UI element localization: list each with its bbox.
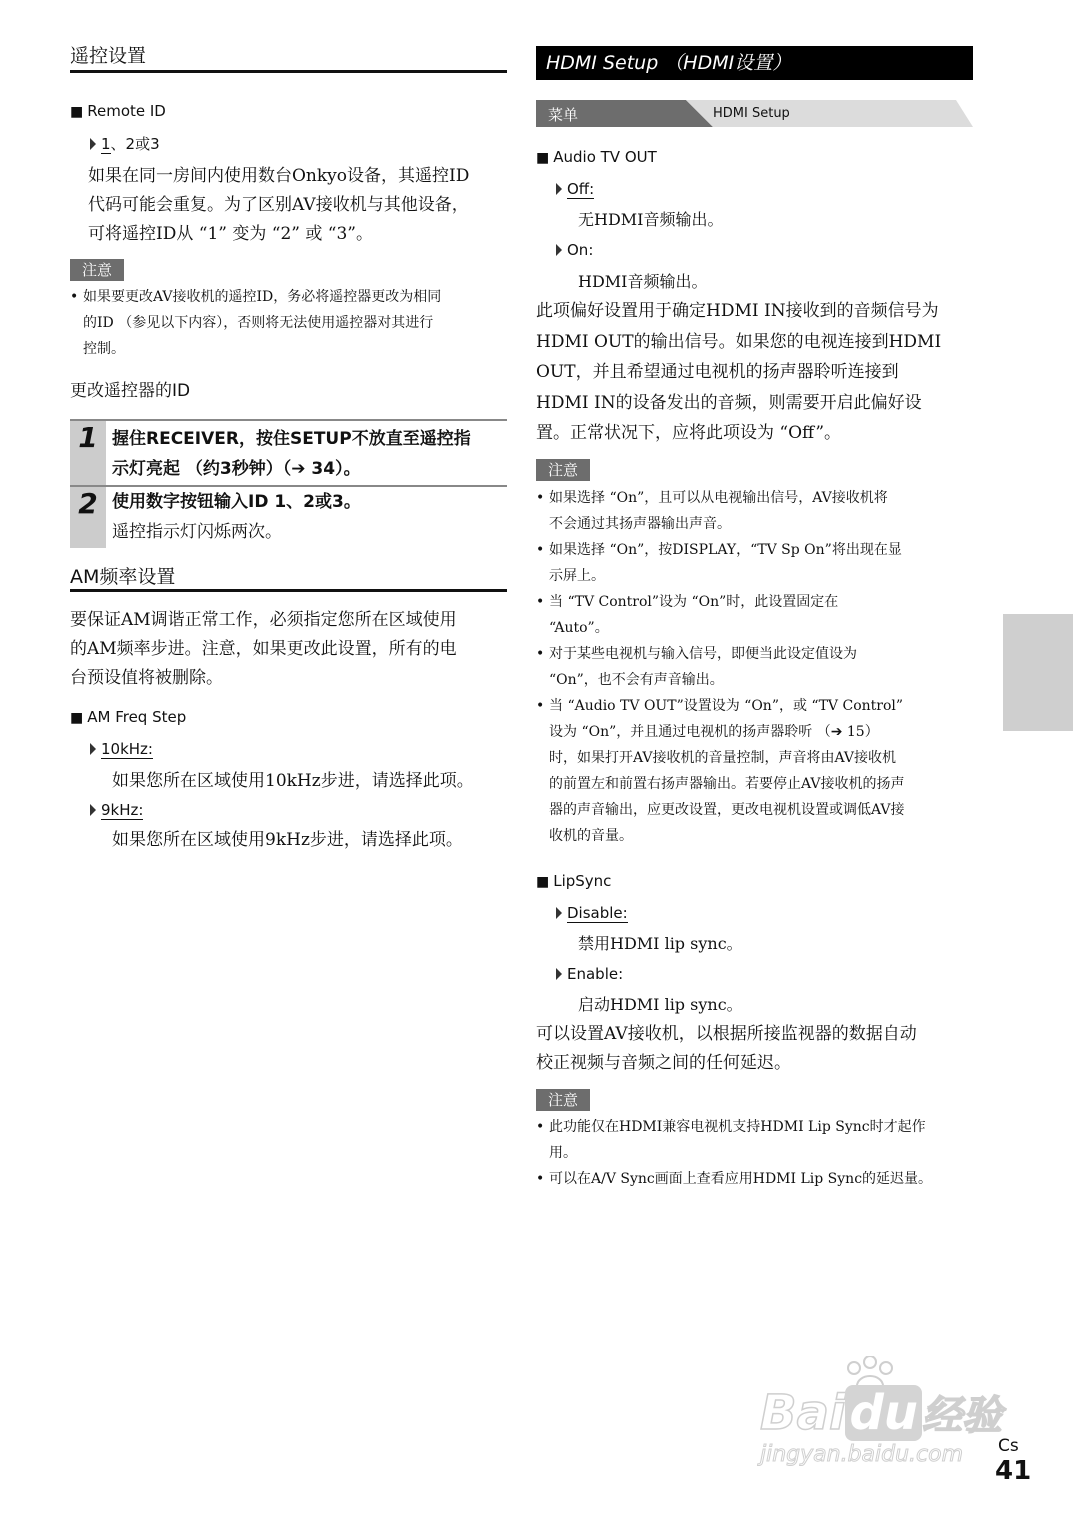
step-1 (70, 419, 507, 487)
triangle-bullet-icon (556, 244, 562, 256)
option-enable: Enable: (556, 965, 623, 983)
hdmi-setup-header-bar (536, 46, 973, 80)
option-on-desc: HDMI音频输出。 (578, 272, 708, 291)
option-9khz: 9kHz: (90, 801, 143, 819)
triangle-bullet-icon (556, 907, 562, 919)
subtitle-change-remote-id: 更改遥控器的ID (70, 381, 191, 401)
step-text: 使用数字按钮输入ID 1、2或3。 遥控指示灯闪烁两次。 (112, 492, 361, 542)
section-rule (70, 589, 507, 592)
step-number: 2 (70, 487, 106, 548)
option-10khz-desc: 如果您所在区域使用10kHz步进，请选择此项。 (112, 771, 474, 791)
option-disable: Disable: (556, 904, 628, 922)
option-10khz: 10kHz: (90, 740, 153, 758)
note-remote: • 如果要更改AV接收机的遥控ID，务必将遥控器更改为相同 的ID （参见以下内容），否则将无法使用遥控器对其进行 控制。 (70, 284, 515, 362)
option-off: Off: (556, 180, 594, 198)
section-title-remote: 遥控设置 (70, 45, 147, 67)
step-number: 1 (70, 421, 106, 487)
note-audio-tv-out: • 如果选择 “On”，且可以从电视输出信号，AV接收机将 不会通过其扬声器输出声音。 • 如果选择 “On”，按DISPLAY，“TV Sp On”将出现在显 示屏上。 • 当 “TV Control”设为 “On”时，此设置固定在 “Auto”。 • 对于某些电视机与输入信号，即便当此设定值设为 “On”，也不会有声音输出。 • 当 “Audio TV OUT”设置设为 “On”，或 “TV Control” 设为 “On”，并且通过电视机的扬声器聆听 （➔ 15） 时，如果打开AV接收机的音量控制，声音将由AV接收机 的前置左和前置右扬声器输出。若要停止AV接收机的扬声 器的声音输出，应更改设置，更改电视机设置或调低AV接 收机的音量。 (536, 485, 976, 849)
option-remote-id-values: 1、2或3 (90, 133, 160, 154)
setting-am-freq-step: ■ AM Freq Step (70, 708, 186, 726)
step-2 (70, 485, 507, 548)
option-enable-desc: 启动HDMI lip sync。 (578, 995, 743, 1014)
page-number: 41 (995, 1456, 1032, 1486)
step-text: 握住RECEIVER，按住SETUP不放直至遥控指 示灯亮起 （约3秒钟）（➔ 34）。 (112, 429, 471, 479)
audio-tv-out-description: 此项偏好设置用于确定HDMI IN接收到的音频信号为 HDMI OUT的输出信号。如果您的电视连接到HDMI OUT，并且希望通过电视机的扬声器聆听连接到 HDMI IN的设备发出的音频，则需要开启此偏好设 置。正常状况下，应将此项设为 “Off”。 (536, 301, 942, 443)
hdmi-setup-header-title: HDMI Setup （HDMI设置） (546, 52, 792, 74)
menu-path-label: HDMI Setup (713, 106, 790, 121)
am-description: 要保证AM调谐正常工作，必须指定您所在区域使用 的AM频率步进。注意，如果更改此设置，所有的电 台预设值将被删除。 (70, 610, 457, 688)
option-off-desc: 无HDMI音频输出。 (578, 210, 724, 229)
watermark-url: jingyan.baidu.com (760, 1442, 964, 1467)
menu-label: 菜单 (548, 106, 579, 124)
watermark-logo: Baidu 经验 (760, 1385, 1002, 1441)
setting-lipsync: ■ LipSync (536, 872, 611, 890)
baidu-watermark (760, 1356, 1010, 1466)
section-title-am: AM频率设置 (70, 566, 176, 588)
setting-remote-id: ■ Remote ID (70, 102, 166, 120)
option-9khz-desc: 如果您所在区域使用9kHz步进，请选择此项。 (112, 830, 463, 850)
triangle-bullet-icon (90, 138, 96, 150)
triangle-bullet-icon (556, 968, 562, 980)
triangle-bullet-icon (90, 743, 96, 755)
option-on: On: (556, 241, 593, 259)
lipsync-description: 可以设置AV接收机，以根据所接监视器的数据自动 校正视频与音频之间的任何延迟。 (536, 1024, 917, 1073)
chapter-side-tab (1003, 614, 1073, 731)
option-disable-desc: 禁用HDMI lip sync。 (578, 934, 743, 953)
setting-audio-tv-out: ■ Audio TV OUT (536, 148, 657, 166)
triangle-bullet-icon (90, 804, 96, 816)
remote-id-description: 如果在同一房间内使用数台Onkyo设备，其遥控ID 代码可能会重复。为了区别AV接收机与其他设备， 可将遥控ID从 “1” 变为 “2” 或 “3”。 (88, 166, 470, 244)
triangle-bullet-icon (556, 183, 562, 195)
note-badge: 注意 (536, 1089, 590, 1111)
note-lipsync: • 此功能仅在HDMI兼容电视机支持HDMI Lip Sync时才起作 用。 • 可以在A/V Sync画面上查看应用HDMI Lip Sync的延迟量。 (536, 1114, 976, 1192)
section-rule (70, 70, 507, 73)
note-badge: 注意 (536, 459, 590, 481)
language-code: Cs (998, 1436, 1019, 1456)
note-badge: 注意 (70, 259, 124, 281)
